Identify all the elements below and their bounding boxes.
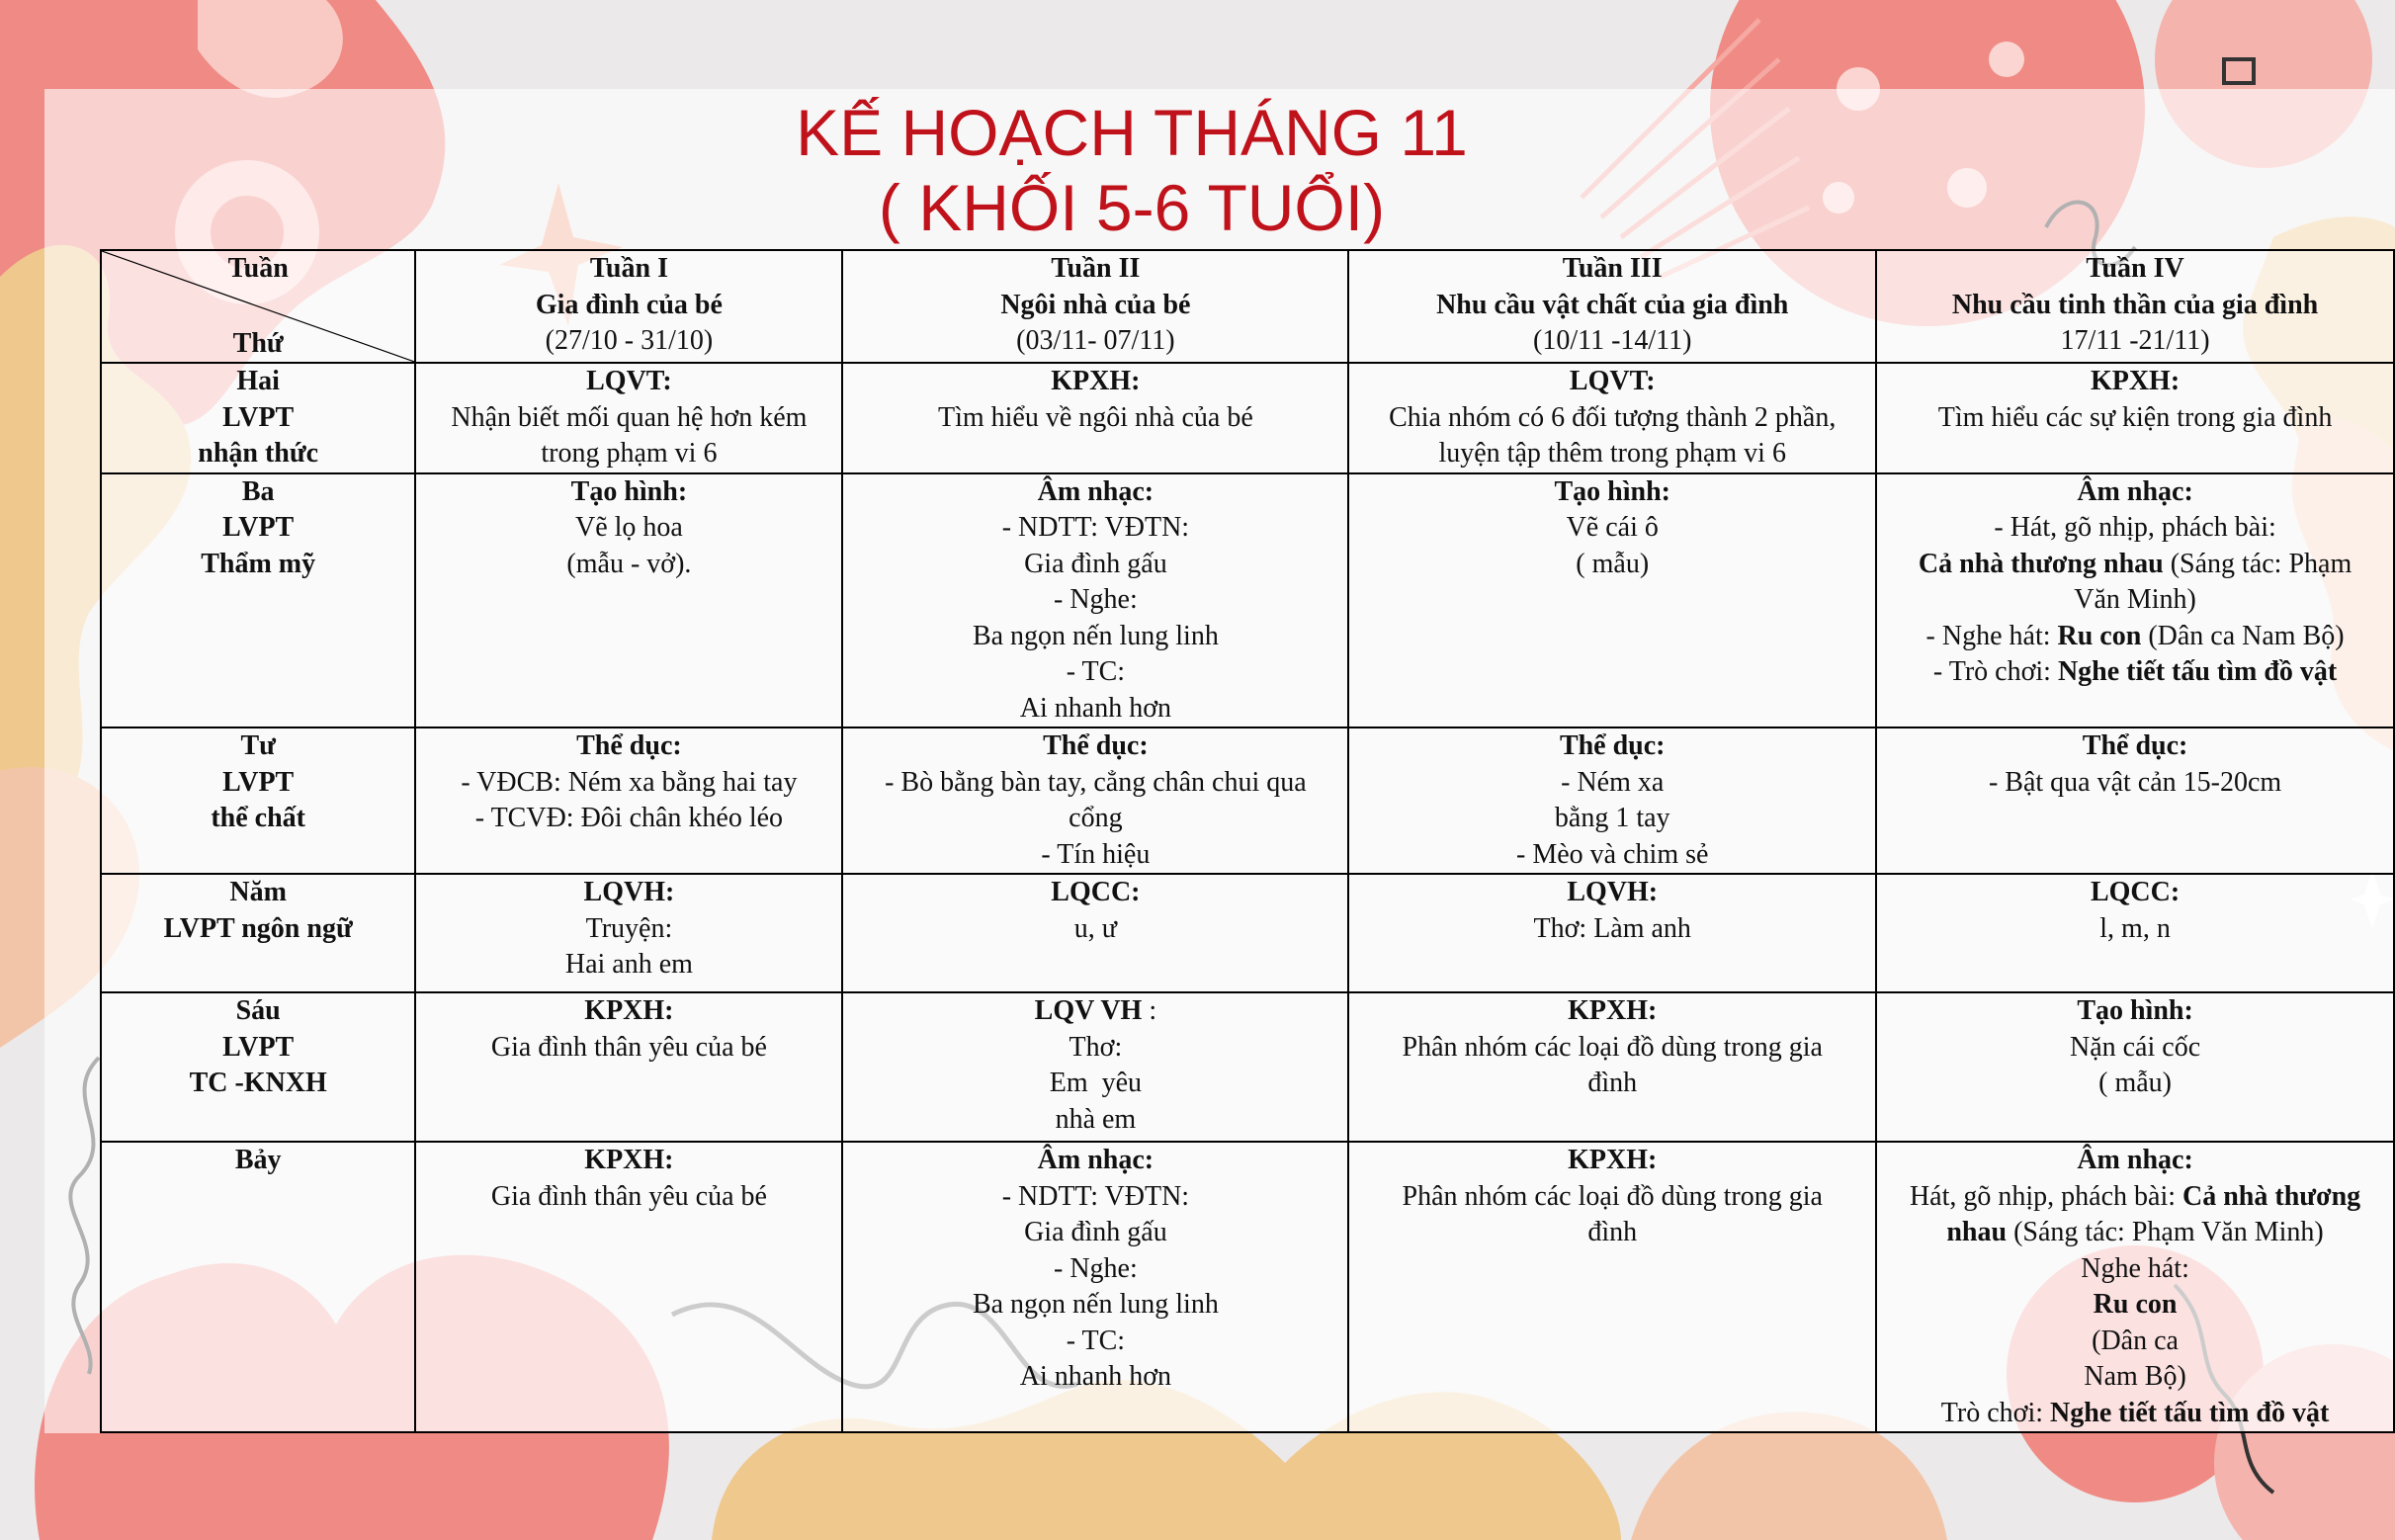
heading-suffix: : (1142, 995, 1157, 1026)
activity-line: Nghe hát: (2081, 1252, 2189, 1284)
activity-heading: LQCC: (1051, 877, 1141, 907)
activity-line: - Bật qua vật cản 15-20cm (1988, 766, 2282, 798)
activity-line: - TC: (1066, 1325, 1126, 1356)
activity-cell (1348, 473, 1876, 728)
activity-line: Ba ngọn nến lung linh (972, 1289, 1219, 1320)
activity-line: - NDTT: VĐTN: (1001, 512, 1190, 543)
day-label-line: Ba (241, 475, 275, 507)
activity-line: Gia đình gấu (1024, 548, 1167, 579)
week-theme: Gia đình của bé (535, 289, 723, 320)
activity-line: Nặn cái cốc (2069, 1031, 2201, 1063)
line-prefix: Hát, gõ nhịp, phách bài: (1909, 1180, 2183, 1212)
activity-heading: Âm nhạc: (1037, 1145, 1155, 1175)
activity-cell (842, 727, 1348, 874)
day-label-line: LVPT (222, 401, 295, 433)
activity-line: - Mèo và chim sẻ (1516, 838, 1709, 870)
activity-heading: LQVH: (1567, 877, 1659, 907)
activity-cell (415, 1142, 842, 1432)
song-title: Cả nhà thương (2182, 1180, 2361, 1212)
activity-heading: Thể dục: (1043, 730, 1149, 761)
activity-heading: KPXH: (584, 1145, 674, 1175)
activity-line: Em yêu (1049, 1068, 1143, 1098)
activity-line: Tìm hiểu về ngôi nhà của bé (937, 401, 1253, 433)
activity-cell (1876, 1142, 2394, 1432)
activity-cell (1876, 473, 2394, 728)
day-label-line: LVPT (222, 766, 295, 798)
activity-cell (1876, 363, 2394, 473)
activity-cell (415, 874, 842, 992)
week-name: Tuần II (1051, 253, 1141, 284)
activity-line (1881, 654, 2389, 691)
day-label-line: LVPT ngôn ngữ (163, 912, 353, 944)
week-name: Tuần I (589, 253, 668, 284)
day-label-cell (101, 874, 415, 992)
activity-heading: Âm nhạc: (2077, 1145, 2193, 1175)
activity-line: Thơ: Làm anh (1533, 912, 1691, 944)
song-credit: (Sáng tác: Phạm Văn Minh) (2007, 1217, 2324, 1247)
activity-cell (842, 992, 1348, 1142)
activity-cell (415, 363, 842, 473)
activity-line: Văn Minh) (2074, 584, 2196, 615)
week-dates: (03/11- 07/11) (1016, 325, 1175, 356)
corner-cell (101, 250, 415, 363)
activity-line: ( mẫu) (1576, 548, 1650, 579)
day-label-line: nhận thức (198, 438, 319, 469)
week-name: Tuần III (1562, 253, 1663, 284)
activity-line: ( mẫu) (2098, 1068, 2172, 1098)
activity-line: Ai nhanh hơn (1019, 1361, 1171, 1392)
activity-line: nhà em (1055, 1103, 1137, 1135)
week-dates: (10/11 -14/11) (1533, 325, 1692, 356)
page-title: KẾ HOẠCH THÁNG 11 (796, 96, 1468, 169)
day-label-cell (101, 473, 415, 728)
activity-heading: Thể dục: (576, 730, 682, 761)
activity-heading: Âm nhạc: (1037, 475, 1155, 507)
day-label-line: thể chất (211, 803, 306, 833)
activity-cell (415, 473, 842, 728)
activity-line: Gia đình thân yêu của bé (490, 1180, 767, 1212)
activity-line (1881, 1396, 2389, 1432)
activity-line: đình (1587, 1068, 1638, 1098)
activity-line: luyện tập thêm trong phạm vi 6 (1438, 438, 1786, 469)
activity-line: Nhận biết mối quan hệ hơn kém (451, 401, 808, 433)
song-credit: (Dân ca Nam Bộ) (2141, 620, 2345, 651)
week-name: Tuần IV (2086, 253, 2184, 284)
activity-cell (842, 363, 1348, 473)
line-prefix: - Trò chơi: (1932, 656, 2058, 687)
game-title: Nghe tiết tấu tìm đồ vật (2050, 1397, 2330, 1428)
activity-cell (1876, 727, 2394, 874)
page-subtitle: ( KHỐI 5-6 TUỔI) (878, 171, 1386, 244)
activity-line: Hai anh em (564, 949, 693, 980)
activity-line: Nam Bộ) (2084, 1361, 2186, 1392)
activity-line: - Ném xa (1561, 766, 1665, 798)
activity-line: bằng 1 tay (1554, 803, 1670, 833)
activity-line: trong phạm vi 6 (541, 438, 718, 469)
activity-heading: Thể dục: (2082, 730, 2188, 761)
activity-cell (1876, 874, 2394, 992)
activity-line: Phân nhóm các loại đồ dùng trong gia (1402, 1180, 1823, 1212)
activity-heading-line (847, 993, 1343, 1030)
table-row (101, 1142, 2394, 1432)
day-label-cell (101, 363, 415, 473)
song-title: Ru con (2093, 1289, 2178, 1320)
corner-day-label: Thứ (232, 327, 284, 359)
day-label-cell (101, 992, 415, 1142)
day-label-line: Sáu (235, 995, 281, 1026)
activity-line: Gia đình thân yêu của bé (490, 1031, 767, 1063)
activity-line: Ai nhanh hơn (1019, 692, 1171, 724)
activity-heading: LQV VH (1034, 995, 1143, 1026)
week-theme: Nhu cầu tinh thần của gia đình (1951, 289, 2319, 320)
activity-heading: Thể dục: (1559, 730, 1666, 761)
activity-cell (1348, 727, 1876, 874)
activity-cell (1348, 363, 1876, 473)
activity-line: - Nghe: (1054, 1252, 1138, 1284)
day-label-cell (101, 1142, 415, 1432)
activity-line: cổng (1069, 803, 1123, 833)
activity-cell (1348, 992, 1876, 1142)
activity-cell (842, 874, 1348, 992)
activity-line: - TCVĐ: Đôi chân khéo léo (474, 803, 784, 833)
week-header-cell (842, 250, 1348, 363)
activity-line: - Bò bằng bàn tay, cẳng chân chui qua (885, 766, 1307, 798)
activity-cell (415, 992, 842, 1142)
pink-dot (1989, 42, 2024, 77)
activity-heading: KPXH: (1051, 366, 1141, 396)
activity-heading: Âm nhạc: (2077, 475, 2193, 507)
activity-line: l, m, n (2099, 912, 2171, 944)
activity-heading: LQCC: (2090, 877, 2181, 907)
week-dates: (27/10 - 31/10) (545, 325, 714, 356)
activity-heading: Tạo hình: (1554, 475, 1670, 507)
day-label-line: LVPT (222, 1031, 295, 1063)
activity-line: Tìm hiểu các sự kiện trong gia đình (1937, 401, 2333, 433)
activity-heading: Tạo hình: (2077, 995, 2193, 1026)
activity-line: u, ư (1073, 912, 1117, 944)
song-credit: (Sáng tác: Phạm (2163, 548, 2352, 579)
week-header-cell (1348, 250, 1876, 363)
activity-heading: KPXH: (1568, 1145, 1658, 1175)
week-theme: Nhu cầu vật chất của gia đình (1436, 289, 1789, 320)
week-dates: 17/11 -21/11) (2060, 325, 2210, 356)
day-label-line: Hai (236, 366, 280, 396)
activity-line: Truyện: (585, 912, 673, 944)
activity-line: - Hát, gõ nhịp, phách bài: (1994, 512, 2276, 543)
lesson-plan-table (100, 249, 2395, 1433)
activity-cell (1876, 992, 2394, 1142)
activity-heading: LQVT: (1569, 366, 1656, 396)
activity-line: Chia nhóm có 6 đối tượng thành 2 phần, (1389, 401, 1837, 433)
activity-heading: KPXH: (1568, 995, 1658, 1026)
activity-line: (mẫu - vở). (566, 548, 692, 579)
activity-line: Phân nhóm các loại đồ dùng trong gia (1402, 1031, 1823, 1063)
activity-line (1881, 619, 2389, 655)
activity-line: - Tín hiệu (1041, 838, 1151, 870)
activity-line: - NDTT: VĐTN: (1001, 1180, 1190, 1212)
line-prefix: Trò chơi: (1940, 1397, 2051, 1428)
day-label-line: Bảy (234, 1145, 282, 1175)
activity-line: - TC: (1066, 656, 1126, 687)
game-title: Nghe tiết tấu tìm đồ vật (2057, 656, 2338, 687)
song-title: Ru con (2057, 620, 2142, 651)
activity-line: (Dân ca (2092, 1325, 2179, 1356)
activity-line (1881, 547, 2389, 583)
table-row (101, 473, 2394, 728)
day-label-cell (101, 727, 415, 874)
table-row (101, 727, 2394, 874)
activity-cell (1348, 1142, 1876, 1432)
table-row (101, 992, 2394, 1142)
activity-line (1881, 1179, 2389, 1216)
day-label-line: Thẩm mỹ (201, 548, 316, 579)
week-header-cell (415, 250, 842, 363)
week-header-cell (1876, 250, 2394, 363)
table-header-row (101, 250, 2394, 363)
line-prefix: - Nghe hát: (1925, 620, 2058, 651)
activity-line: đình (1587, 1217, 1638, 1247)
song-title: nhau (1946, 1217, 2008, 1247)
activity-cell (842, 1142, 1348, 1432)
activity-line: Vẽ lọ hoa (574, 512, 683, 543)
week-theme: Ngôi nhà của bé (1000, 289, 1191, 320)
activity-heading: Tạo hình: (570, 475, 688, 507)
day-label-line: TC -KNXH (189, 1068, 327, 1098)
activity-cell (842, 473, 1348, 728)
day-label-line: Tư (240, 730, 276, 761)
table-row (101, 874, 2394, 992)
activity-line: - Nghe: (1054, 584, 1138, 615)
song-title: Cả nhà thương nhau (1918, 548, 2164, 579)
activity-cell (1348, 874, 1876, 992)
day-label-line: LVPT (222, 512, 295, 543)
activity-heading: KPXH: (584, 995, 674, 1026)
table-row (101, 363, 2394, 473)
activity-line (1881, 1215, 2389, 1251)
activity-cell (415, 727, 842, 874)
activity-line: - VĐCB: Ném xa bằng hai tay (461, 766, 798, 798)
activity-heading: KPXH: (2090, 366, 2181, 396)
day-label-line: Năm (229, 877, 287, 907)
activity-line: Thơ: (1069, 1031, 1123, 1063)
activity-line: Gia đình gấu (1024, 1217, 1167, 1247)
activity-line: Vẽ cái ô (1566, 512, 1659, 543)
activity-heading: LQVT: (586, 366, 672, 396)
activity-line: Ba ngọn nến lung linh (972, 620, 1219, 651)
activity-heading: LQVH: (583, 877, 675, 907)
corner-week-label: Tuần (227, 253, 289, 284)
